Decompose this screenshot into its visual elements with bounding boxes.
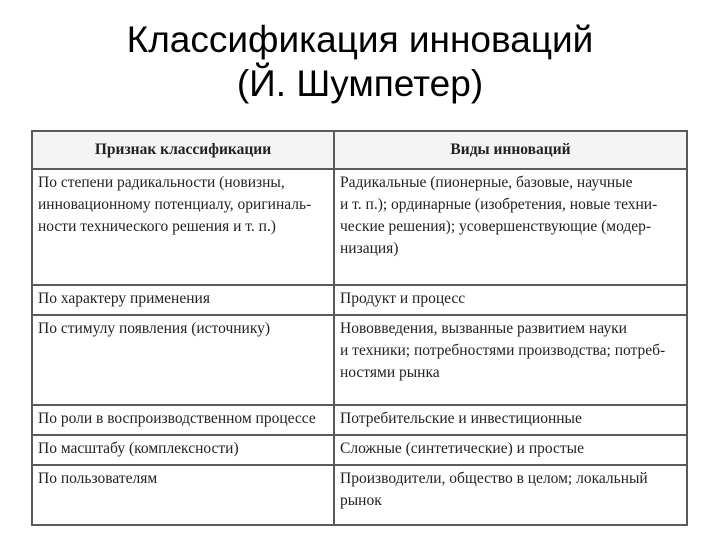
table-row [32,435,687,465]
cell-text-line: По степени радикальности (новизны, [38,174,285,191]
cell-text-line: и т. п.); ординарные (изобретения, новые техни- [340,196,658,213]
header-types: Виды инноваций [334,131,687,169]
types-cell [334,169,687,285]
cell-text-line: ческие решения); усовершенствующие (модер- [340,218,652,235]
criterion-cell [32,285,334,315]
cell-text-line: По характеру применения [38,290,210,307]
criterion-cell [32,315,334,405]
cell-text-line: Производители, общество в целом; локальный [340,470,648,487]
types-cell [334,435,687,465]
cell-text-line: Сложные (синтетические) и простые [340,440,584,457]
criterion-cell [32,435,334,465]
table-row [32,285,687,315]
cell-text-line: По стимулу появления (источнику) [38,320,271,337]
types-cell [334,285,687,315]
cell-text-line: По масштабу (комплексности) [38,440,239,457]
cell-text-line: По пользователям [38,470,158,487]
cell-text-line: Нововведения, вызванные развитием науки [340,320,627,337]
types-cell [334,465,687,525]
table-row [32,169,687,285]
criterion-cell [32,465,334,525]
cell-text-line: Потребительские и инвестиционные [340,410,582,427]
classification-table-container [31,130,686,526]
cell-text-line: рынок [340,492,382,509]
cell-text-line: ностями рынка [340,364,440,381]
table-row [32,405,687,435]
criterion-cell [32,169,334,285]
table-row [32,315,687,405]
classification-table [31,130,688,526]
table-header-row [32,131,687,169]
criterion-cell [32,405,334,435]
header-criterion: Признак классификации [32,131,334,169]
table-row [32,465,687,525]
cell-text-line: и техники; потребностями производства; потреб- [340,342,666,359]
types-cell [334,315,687,405]
title-line-2: (Й. Шумпетер) [236,63,484,104]
title-line-1: Классификация инноваций [126,19,594,60]
cell-text-line: низация) [340,240,399,257]
cell-text-line: Радикальные (пионерные, базовые, научные [340,174,633,191]
types-cell [334,405,687,435]
cell-text-line: ности технического решения и т. п.) [38,218,276,235]
cell-text-line: инновационному потенциалу, оригиналь- [38,196,312,213]
cell-text-line: По роли в воспроизводственном процессе [38,410,316,427]
cell-text-line: Продукт и процесс [340,290,466,307]
page-title [0,18,720,106]
